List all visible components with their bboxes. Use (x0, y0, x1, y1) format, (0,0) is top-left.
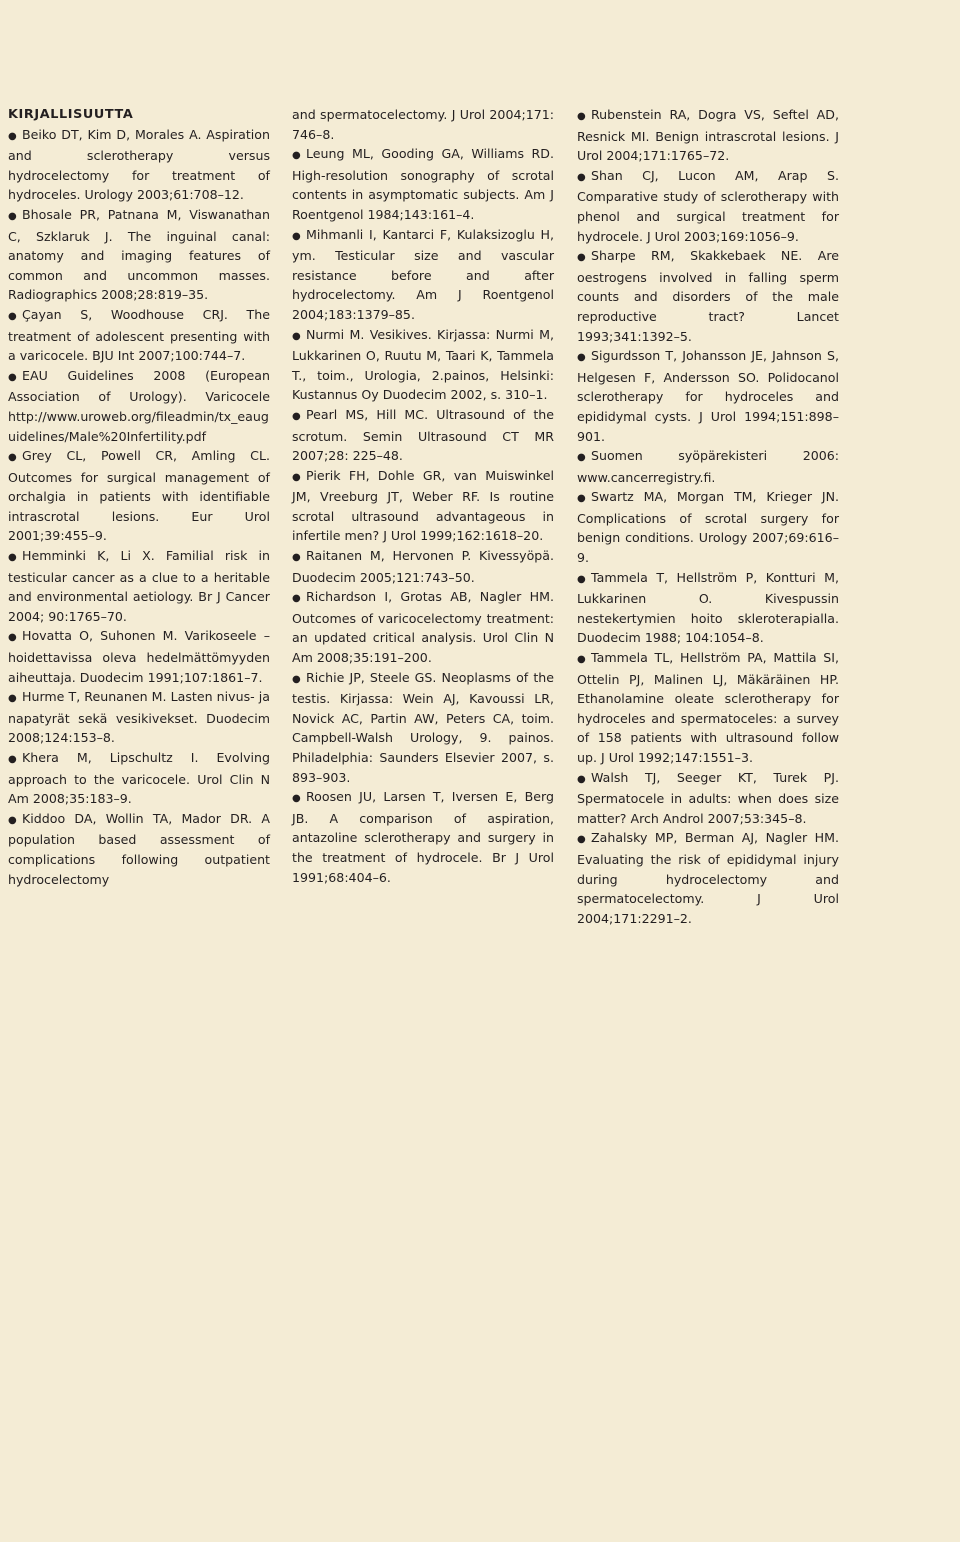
reference-text: Zahalsky MP, Berman AJ, Nagler HM. Evaluating the risk of epididymal injury during hydrocelectomy and spermatocelectomy. J Urol 2004;171:2291–2. (577, 830, 839, 926)
bullet-icon: ● (292, 410, 301, 422)
reference-entry (8, 626, 270, 687)
bullet-icon: ● (8, 754, 17, 765)
reference-text: Hurme T, Reunanen M. Lasten nivus- ja napatyrät sekä vesikivekset. Duodecim 2008;124:153–8. (8, 689, 270, 746)
bullet-icon: ● (292, 471, 301, 483)
bullet-icon: ● (577, 252, 586, 264)
reference-entry (577, 768, 839, 829)
reference-text: Bhosale PR, Patnana M, Viswanathan C, Szklaruk J. The inguinal canal: anatomy and imaging features of common and uncommon masses. Radiographics 2008;28:819–35. (8, 206, 270, 303)
reference-entry (577, 105, 839, 166)
reference-text: Rubenstein RA, Dogra VS, Seftel AD, Resnick MI. Benign intrascrotal lesions. J Urol 2004;171:1765–72. (577, 107, 839, 164)
bullet-icon: ● (8, 310, 17, 322)
reference-text: Sigurdsson T, Johansson JE, Jahnson S, Helgesen F, Andersson SO. Polidocanol sclerotherapy for hydroceles and epididymal cysts. J Urol 1994;151:898–901. (577, 348, 839, 444)
bullet-icon: ● (577, 111, 586, 122)
reference-entry (8, 748, 270, 809)
bullet-icon: ● (577, 834, 586, 846)
reference-text: Walsh TJ, Seeger KT, Turek PJ. Spermatocele in adults: when does size matter? Arch Androl 2007;53:345–8. (577, 769, 839, 826)
reference-entry (577, 246, 839, 346)
reference-text: Kiddoo DA, Wollin TA, Mador DR. A population based assessment of complications following outpatient hydrocelectomy (8, 810, 270, 887)
reference-entry (292, 325, 554, 405)
reference-entry (577, 346, 839, 446)
bullet-icon: ● (292, 330, 301, 342)
reference-entry (577, 648, 839, 768)
bullet-icon: ● (8, 130, 17, 142)
reference-entry (577, 446, 839, 487)
reference-entry (577, 166, 839, 246)
reference-entry (292, 225, 554, 325)
bullet-icon: ● (8, 452, 17, 464)
reference-text: and spermatocelectomy. J Urol 2004;171: 746–8. (292, 107, 554, 142)
reference-text: Nurmi M. Vesikives. Kirjassa: Nurmi M, Lukkarinen O, Ruutu M, Taari K, Tammela T., toim., Urologia, 2.painos, Helsinki: Kustannus Oy Duodecim 2002, s. 310–1. (292, 326, 554, 403)
reference-text: Richie JP, Steele GS. Neoplasms of the testis. Kirjassa: Wein AJ, Kavoussi LR, Novick AC, Partin AW, Peters CA, toim. Campbell-Walsh Urology, 9. painos. Philadelphia: Saunders Elsevier 2007, s. 893–903. (292, 669, 554, 785)
reference-entry (577, 828, 839, 928)
reference-text: Leung ML, Gooding GA, Williams RD. High-resolution sonography of scrotal contents in asymptomatic subjects. Am J Roentgenol 1984;143:161–4. (292, 146, 554, 222)
reference-text: Çayan S, Woodhouse CRJ. The treatment of adolescent presenting with a varicocele. BJU Int 2007;100:744–7. (8, 306, 270, 364)
bullet-icon: ● (8, 632, 17, 644)
reference-text: Pearl MS, Hill MC. Ultrasound of the scrotum. Semin Ultrasound CT MR 2007;28: 225–48. (292, 406, 554, 464)
reference-entry (8, 205, 270, 305)
reference-entry (8, 546, 270, 626)
bullet-icon: ● (577, 171, 586, 183)
reference-text: Swartz MA, Morgan TM, Krieger JN. Complications of scrotal surgery for benign conditions. Urology 2007;69:616–9. (577, 489, 839, 566)
bullet-icon: ● (292, 673, 301, 685)
section-heading: KIRJALLISUUTTA (8, 107, 134, 122)
reference-entry (8, 809, 270, 889)
reference-text: Raitanen M, Hervonen P. Kivessyöpä. Duodecim 2005;121:743–50. (292, 548, 554, 585)
reference-text: EAU Guidelines 2008 (European Association of Urology). Varicocele http://www.uroweb.org/fileadmin/tx_eauguidelines/Male%20Infertility.pdf (8, 367, 270, 444)
reference-text: Richardson I, Grotas AB, Nagler HM. Outcomes of varicocelectomy treatment: an updated critical analysis. Urol Clin N Am 2008;35:191–200. (292, 589, 554, 666)
bullet-icon: ● (577, 573, 586, 585)
reference-text: Shan CJ, Lucon AM, Arap S. Comparative study of sclerotherapy with phenol and surgical treatment for hydrocele. J Urol 2003;169:1056–9. (577, 167, 839, 244)
reference-text: Suomen syöpärekisteri 2006: www.cancerregistry.fi. (577, 448, 839, 485)
bullet-icon: ● (577, 654, 586, 666)
reference-entry (292, 546, 554, 587)
reference-entry (8, 366, 270, 446)
bullet-icon: ● (577, 773, 586, 785)
reference-entry (577, 487, 839, 567)
bullet-icon: ● (8, 371, 17, 383)
reference-entry (577, 568, 839, 648)
bullet-icon: ● (577, 493, 586, 505)
reference-column-1 (8, 105, 270, 889)
reference-entry (8, 446, 270, 546)
reference-entry (8, 305, 270, 366)
reference-entry (292, 587, 554, 667)
reference-text: Pierik FH, Dohle GR, van Muiswinkel JM, Vreeburg JT, Weber RF. Is routine scrotal ultrasound advantageous in infertile men? J Urol 1999;162:1618–20. (292, 467, 554, 544)
reference-text: Sharpe RM, Skakkebaek NE. Are oestrogens involved in falling sperm counts and disorders of the male reproductive tract? Lancet 1993;341:1392–5. (577, 248, 839, 344)
reference-text: Tammela T, Hellström P, Kontturi M, Lukkarinen O. Kivespussin nestekertymien hoito skleroterapialla. Duodecim 1988; 104:1054–8. (577, 569, 839, 646)
reference-entry (292, 466, 554, 546)
reference-text: Grey CL, Powell CR, Amling CL. Outcomes for surgical management of orchalgia in patients with identifiable intrascrotal lesions. Eur Urol 2001;39:455–9. (8, 448, 270, 544)
reference-entry (8, 687, 270, 748)
bullet-icon: ● (577, 352, 586, 364)
bullet-icon: ● (292, 230, 301, 242)
reference-text: Hovatta O, Suhonen M. Varikoseele – hoidettavissa oleva hedelmättömyyden aiheuttaja. Duodecim 1991;107:1861–7. (8, 628, 270, 685)
reference-entry (292, 144, 554, 224)
bullet-icon: ● (292, 552, 301, 564)
bullet-icon: ● (292, 793, 301, 805)
bullet-icon: ● (8, 210, 17, 222)
bullet-icon: ● (8, 552, 17, 564)
bullet-icon: ● (292, 593, 301, 605)
reference-entry (292, 105, 554, 144)
reference-entry (292, 787, 554, 887)
reference-column-3 (577, 105, 839, 928)
reference-text: Mihmanli I, Kantarci F, Kulaksizoglu H, ym. Testicular size and vascular resistance before and after hydrocelectomy. Am J Roentgenol 2004;183:1379–85. (292, 226, 554, 322)
reference-text: Roosen JU, Larsen T, Iversen E, Berg JB. A comparison of aspiration, antazoline sclerotherapy and surgery in the treatment of hydrocele. Br J Urol 1991;68:404–6. (292, 789, 554, 885)
reference-column-2 (292, 105, 554, 887)
bullet-icon: ● (8, 693, 17, 705)
reference-entry (8, 125, 270, 205)
reference-text: Khera M, Lipschultz I. Evolving approach to the varicocele. Urol Clin N Am 2008;35:183–9. (8, 750, 270, 807)
bullet-icon: ● (292, 150, 301, 162)
reference-text: Hemminki K, Li X. Familial risk in testicular cancer as a clue to a heritable and environmental aetiology. Br J Cancer 2004; 90:1765–70. (8, 548, 270, 624)
reference-entry (292, 405, 554, 466)
reference-entry (292, 668, 554, 788)
bullet-icon: ● (8, 814, 17, 826)
reference-text: Tammela TL, Hellström PA, Mattila SI, Ottelin PJ, Malinen LJ, Mäkäräinen HP. Ethanolamine oleate sclerotherapy for hydroceles and spermatoceles: a survey of 158 patients with ultrasound follow up. J Urol 1992;147:1551–3. (577, 650, 839, 765)
bullet-icon: ● (577, 452, 586, 464)
reference-text: Beiko DT, Kim D, Morales A. Aspiration and sclerotherapy versus hydrocelectomy for treatment of hydroceles. Urology 2003;61:708–12. (8, 126, 270, 203)
